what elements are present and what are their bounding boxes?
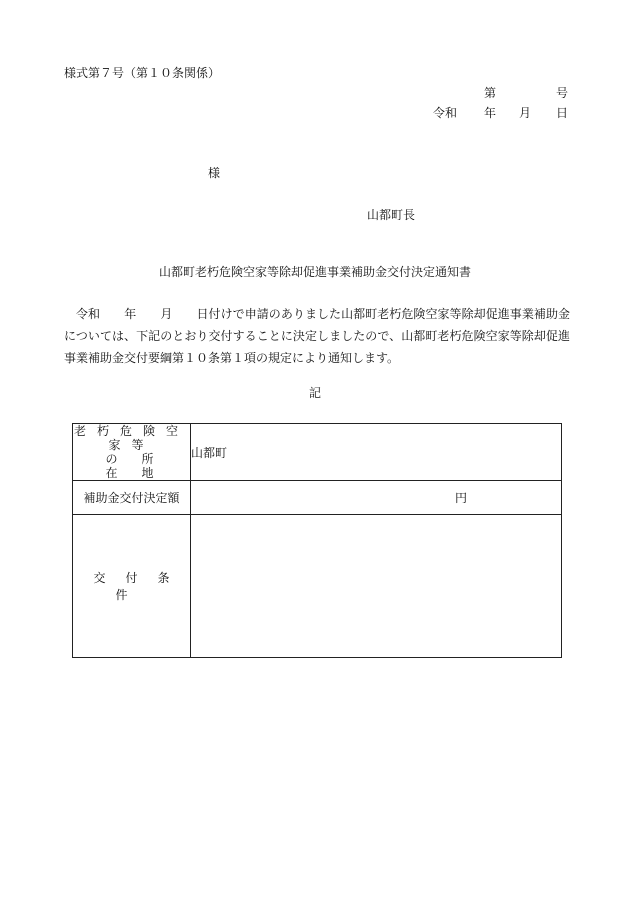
amount-label: 補助金交付決定額 — [83, 491, 180, 505]
conditions-value-cell — [191, 515, 562, 658]
date-day: 日 — [556, 106, 569, 120]
addressee-honorific: 様 — [208, 166, 221, 180]
location-label-line2: の所在地 — [105, 452, 178, 480]
amount-label-cell — [73, 481, 191, 515]
document-title: 山都町老朽危険空家等除却促進事業補助金交付決定通知書 — [158, 265, 471, 279]
location-label-line1: 老朽危険空家等 — [73, 424, 189, 452]
conditions-label: 交付条件 — [93, 571, 190, 602]
document-number-suffix: 号 — [556, 86, 569, 100]
subsidy-details-table — [72, 423, 562, 658]
date-month: 月 — [519, 106, 532, 120]
table-row-conditions — [73, 515, 562, 658]
body-paragraph: 令和 年 月 日付けで申請のありました山都町老朽危険空家等除却促進事業補助金については、下記のとおり交付することに決定しましたので、山都町老朽危険空家等除却促進事業補助金交付要綱第１０条第１項の規定により通知します。 — [64, 307, 570, 365]
location-value-cell — [191, 424, 562, 481]
date-year: 年 — [484, 106, 497, 120]
document-number-label: 第 — [484, 86, 497, 100]
table-row-location — [73, 424, 562, 481]
location-value: 山都町 — [191, 445, 228, 460]
issuer-name: 山都町長 — [367, 208, 416, 222]
form-identifier: 様式第７号（第１０条関係） — [64, 66, 221, 80]
conditions-label-cell — [73, 515, 191, 658]
date-era: 令和 — [433, 106, 458, 120]
table-row-amount — [73, 481, 562, 515]
ki-heading: 記 — [308, 386, 321, 400]
amount-value-cell — [191, 481, 562, 515]
location-label-cell — [73, 424, 191, 481]
amount-yen-unit: 円 — [454, 491, 467, 505]
